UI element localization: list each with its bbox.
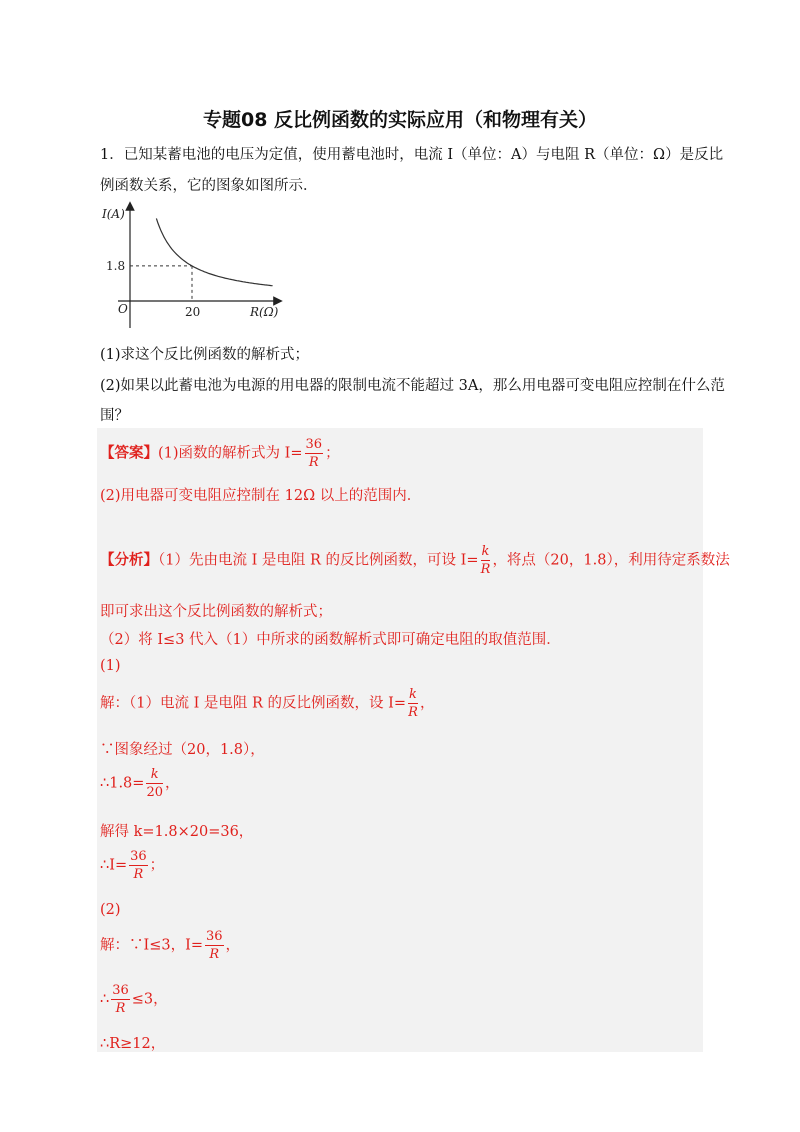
solution-line-4: 解得 k=1.8×20=36， — [100, 824, 254, 840]
question-part-1: (1)求这个反比例函数的解析式； — [100, 347, 310, 363]
solution-part-1-heading: (1) — [100, 658, 121, 674]
x-axis-label: R(Ω) — [250, 305, 279, 319]
fraction: $\frac{k}{R}$ — [480, 544, 491, 577]
question-part-2-line-2: 围？ — [100, 408, 129, 424]
fraction: $\frac{k}{R}$ — [408, 687, 418, 720]
curve-series — [156, 218, 272, 285]
solution-line-2: ∵图象经过（20，1.8）， — [100, 742, 265, 758]
analysis-line-2: 即可求出这个反比例函数的解析式； — [100, 604, 332, 620]
x-tick-label: 20 — [185, 305, 201, 319]
inverse-function-graph — [100, 198, 290, 333]
question-line-2: 例函数关系，它的图象如图所示． — [100, 178, 318, 194]
answer-line-1: 【答案】(1)函数的解析式为 I= $\frac{36}{R}$ ； — [100, 437, 340, 470]
y-axis-label: I(A) — [102, 207, 125, 221]
solution-line-5: ∴I= $\frac{36}{R}$ ； — [100, 849, 165, 882]
solution-line-8: ∴R≥12， — [100, 1036, 166, 1052]
answer-line-2: (2)用电器可变电阻应控制在 12Ω 以上的范围内． — [100, 488, 422, 504]
fraction: $\frac{36}{R}$ — [205, 929, 223, 962]
fraction: $\frac{k}{20}$ — [146, 767, 163, 800]
solution-line-6: 解：∵I≤3，I= $\frac{36}{R}$ ， — [100, 929, 241, 962]
solution-line-3: ∴1.8= $\frac{k}{20}$ ， — [100, 767, 180, 800]
answer-1-text: (1)函数的解析式为 I= — [158, 445, 303, 462]
origin-label: O — [118, 302, 128, 316]
solution-part-2-heading: (2) — [100, 902, 121, 918]
page-title: 专题08 反比例函数的实际应用（和物理有关） — [202, 109, 598, 131]
fraction: $\frac{36}{R}$ — [130, 849, 147, 882]
question-line-1: 1．已知某蓄电池的电压为定值，使用蓄电池时，电流 I（单位：A）与电阻 R（单位：Ω）是反比 — [100, 147, 724, 163]
analysis-line-3: （2）将 I≤3 代入（1）中所求的函数解析式即可确定电阻的取值范围． — [100, 632, 561, 648]
question-part-2-line-1: (2)如果以此蓄电池为电源的用电器的限制电流不能超过 3A，那么用电器可变电阻应控制在什么范 — [100, 378, 725, 394]
analysis-line-1: 【分析】（1）先由电流 I 是电阻 R 的反比例函数，可设 I= $\frac{k}{R}$ ，将点（20，1.8），利用待定系数法 — [100, 544, 730, 577]
analysis-label: 【分析】 — [100, 551, 158, 569]
solution-line-7: ∴ $\frac{36}{R}$ ≤3， — [100, 983, 168, 1016]
answer-label: 【答案】 — [100, 444, 158, 462]
fraction: $\frac{36}{R}$ — [305, 437, 323, 470]
fraction: $\frac{36}{R}$ — [112, 983, 129, 1016]
solution-line-1: 解：（1）电流 I 是电阻 R 的反比例函数，设 I= $\frac{k}{R}$ ， — [100, 687, 435, 720]
y-tick-label: 1.8 — [106, 258, 126, 273]
